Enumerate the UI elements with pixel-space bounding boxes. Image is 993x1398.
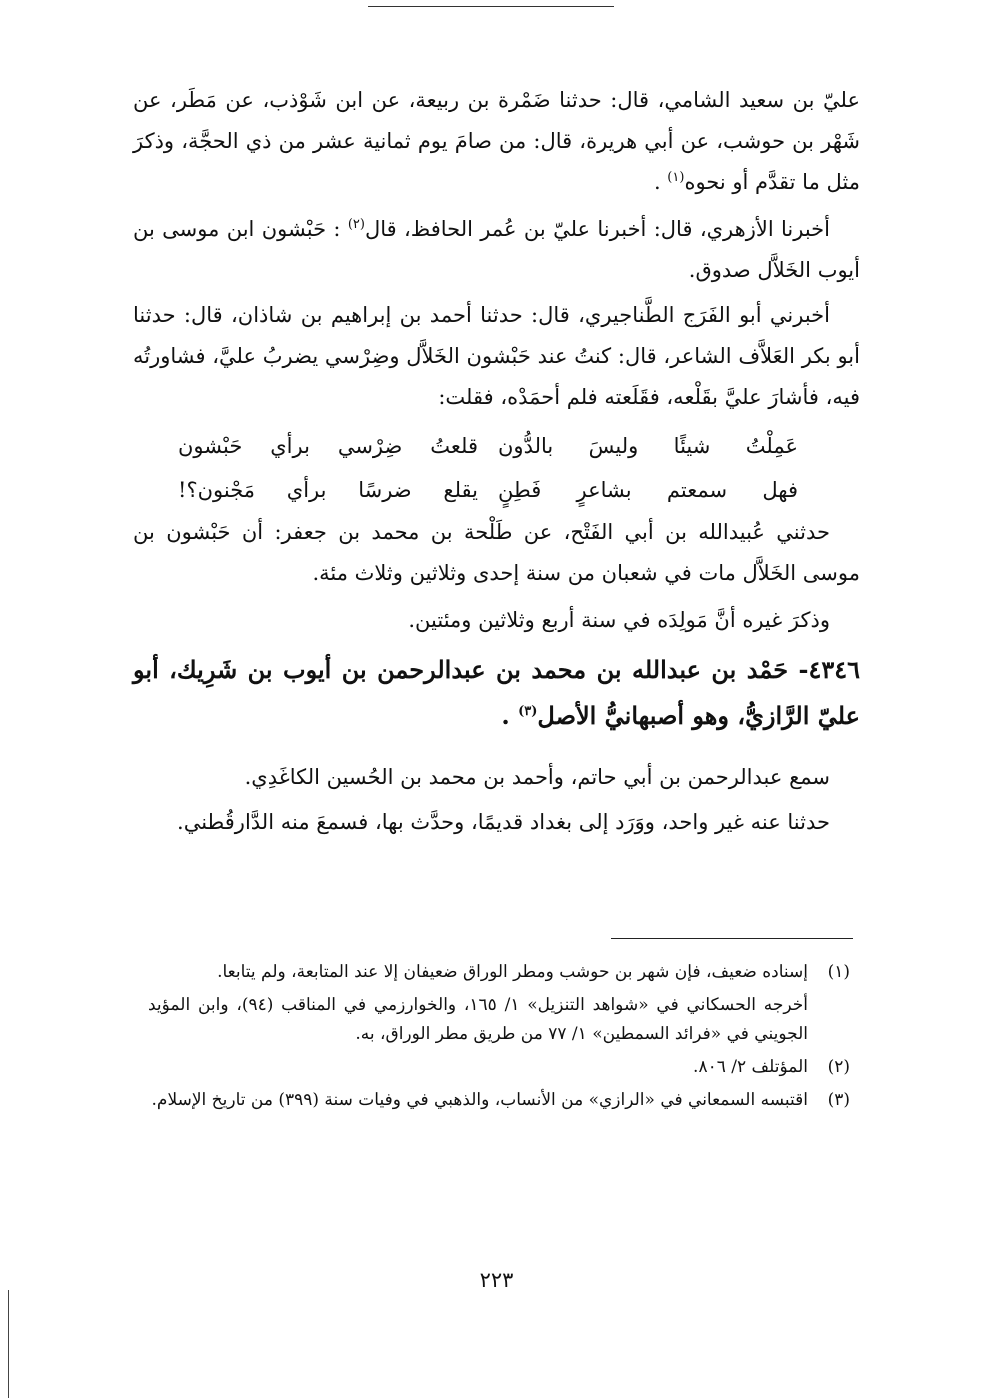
- paragraph-4: حدثني عُبيدالله بن أبي الفَتْح، عن طَلْحة بن محمد بن جعفر: أن حَبْشون بن موسى الخَلاَّل مات في شعبان من سنة إحدى وثلاثين وثلاث مئة.: [133, 520, 860, 585]
- paragraph-1-text: عليّ بن سعيد الشامي، قال: حدثنا ضَمْرة بن ربيعة، عن ابن شَوْذب، عن مَطَر، عن شَهْر بن حوشب، عن أبي هريرة، قال: من صامَ يوم ثمانية عشر من ذي الحجَّة، وذكرَ مثل ما تقدَّم أو نحوه: [133, 88, 860, 194]
- footnote-2: [148, 1053, 850, 1082]
- entry-heading-end: .: [501, 701, 519, 730]
- paragraph-1-end: .: [653, 170, 668, 194]
- scan-edge-line: [8, 1290, 9, 1398]
- main-text: [133, 80, 860, 849]
- footnote-ref-3: (٣): [518, 704, 538, 719]
- paragraph-5: وذكرَ غيره أنَّ مَولِدَه في سنة أربع وثلاثين ومئتين.: [408, 608, 830, 632]
- verse-1-hemistich-2: قلعتُ ضِرْسي برأي حَبْشون: [178, 434, 478, 458]
- paragraph-2-text-b: : حَبْشون ابن موسى بن أيوب الخَلاَّل صدوق.: [133, 217, 860, 282]
- footnotes: [148, 958, 850, 1119]
- footnote-3-text: اقتبسه السمعاني في «الرازي» من الأنساب، والذهبي في وفيات سنة (٣٩٩) من تاريخ الإسلام.: [151, 1090, 808, 1110]
- paragraph-1: [133, 80, 860, 203]
- footnote-3-number: (٣): [827, 1090, 850, 1110]
- page-number: ٢٢٣: [479, 1268, 514, 1292]
- footnote-ref-2: (٢): [347, 217, 365, 232]
- verse-1-hemistich-1: عَمِلْتُ شيئًا وليسَ بالدُّون: [498, 434, 798, 458]
- entry-heading: [133, 647, 860, 739]
- top-rule: [368, 6, 614, 7]
- verse-2-hemistich-1: فهل سمعتم بشاعرٍ فَطِنٍ: [498, 478, 798, 502]
- paragraph-7: حدثنا عنه غير واحد، ووَرَد إلى بغداد قديمًا، وحدَّث بها، فسمعَ منه الدَّارقُطني.: [177, 810, 830, 834]
- entry-heading-text: ٤٣٤٦- حَمْد بن عبدالله بن محمد بن عبدالرحمن بن أيوب بن شَرِيك، أبو عليّ الرَّازيُّ، وهو أصبهانيُّ الأصل: [133, 655, 860, 730]
- footnote-1-text: إسناده ضعيف، فإن شهر بن حوشب ومطر الوراق ضعيفان إلا عند المتابعة، ولم يتابعا.: [217, 962, 808, 982]
- footnote-1b-text: أخرجه الحسكاني في «شواهد التنزيل» ١/ ١٦٥، والخوارزمي في المناقب (٩٤)، وابن المؤيد الجويني في «فرائد السمطين» ١/ ٧٧ من طريق مطر الوراق، به.: [148, 995, 808, 1044]
- footnote-ref-1: (١): [667, 170, 685, 185]
- footnote-1-number: (١): [827, 962, 850, 982]
- verse-line-2: [133, 468, 860, 512]
- verse-2-hemistich-2: يقلع ضرسًا برأي مَجْنون؟!: [178, 478, 478, 502]
- footnote-2-number: (٢): [827, 1057, 850, 1077]
- footnote-3: [148, 1086, 850, 1115]
- footnote-1: [148, 958, 850, 987]
- paragraph-6: سمع عبدالرحمن بن أبي حاتم، وأحمد بن محمد بن الحُسين الكاغَدِي.: [244, 765, 830, 789]
- paragraph-3: أخبرني أبو الفَرَج الطَّناجيري، قال: حدثنا أحمد بن إبراهيم بن شاذان، قال: حدثنا أبو بكر العَلاَّف الشاعر، قال: كنتُ عند حَبْشون الخَلاَّل وضِرْسي يضربُ عليَّ، فشاورتُه فيه، فأشارَ عليَّ بقَلْعه، فقَلَعته فلم أحمَدْه، فقلت:: [133, 303, 860, 409]
- footnote-1-continued: [148, 991, 850, 1049]
- footnote-2-text: المؤتلف ٢/ ٨٠٦.: [693, 1057, 808, 1077]
- footnote-separator: [611, 938, 853, 939]
- paragraph-2: [133, 209, 860, 291]
- verse-line-1: [133, 424, 860, 468]
- paragraph-2-text-a: أخبرنا الأزهري، قال: أخبرنا عليّ بن عُمر الحافظ، قال: [364, 217, 830, 241]
